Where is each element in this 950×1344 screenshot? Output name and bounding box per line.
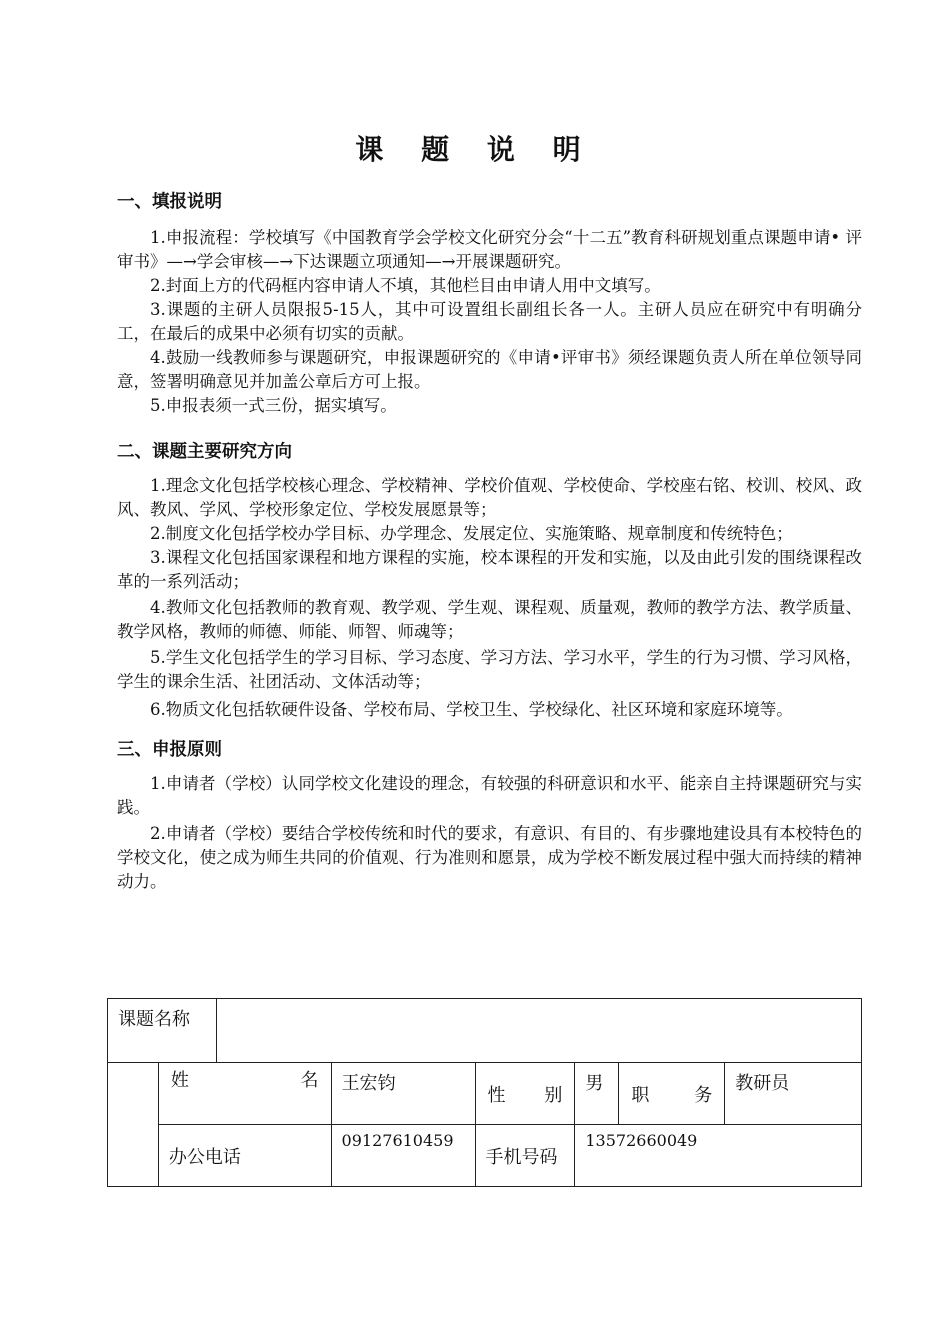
- office-phone-label-cell: [158, 1125, 331, 1187]
- section-heading-filling-instructions: 一、填报说明: [117, 192, 222, 212]
- mobile-label-cell: [475, 1125, 575, 1187]
- principle-item-1: 1.申请者（学校）认同学校文化建设的理念，有较强的科研意识和水平、能亲自主持课题研究与实践。: [117, 774, 862, 817]
- name-value-cell[interactable]: [331, 1063, 475, 1125]
- gender-value-cell[interactable]: [575, 1063, 619, 1125]
- direction-item-2: 2.制度文化包括学校办学目标、办学理念、发展定位、实施策略、规章制度和传统特色；: [150, 524, 793, 543]
- direction-item-4: 4.教师文化包括教师的教育观、教学观、学生观、课程观、质量观，教师的教学方法、教学质量、教学风格，教师的师德、师能、师智、师魂等；: [117, 598, 862, 641]
- principle-item-2: 2.申请者（学校）要结合学校传统和时代的要求，有意识、有目的、有步骤地建设具有本校特色的学校文化，使之成为师生共同的价值观、行为准则和愿景，成为学校不断发展过程中强大而持续的精神动力。: [117, 824, 862, 891]
- office-phone-label: 办公电话: [168, 1146, 241, 1168]
- office-phone-value-cell[interactable]: [331, 1125, 475, 1187]
- gender-label-a: 性: [487, 1084, 506, 1106]
- name-label-cell: [158, 1063, 331, 1125]
- job-title-label-a: 职: [631, 1084, 650, 1106]
- name-value[interactable]: 王宏钧: [341, 1073, 396, 1094]
- job-title-value[interactable]: 教研员: [735, 1073, 790, 1094]
- gender-value[interactable]: 男: [585, 1073, 604, 1094]
- instruction-item-5: 5.申报表须一式三份，据实填写。: [150, 396, 397, 415]
- office-phone-value[interactable]: 09127610459: [341, 1131, 454, 1150]
- instruction-item-1: 1.申报流程：学校填写《中国教育学会学校文化研究分会“十二五”教育科研规划重点课题申请• 评审书》—→学会审核—→下达课题立项通知—→开展课题研究。: [117, 228, 862, 271]
- applicant-info-table: [107, 998, 862, 1187]
- job-title-label-b: 务: [694, 1084, 713, 1106]
- topic-label: 课题名称: [118, 1009, 190, 1030]
- mobile-value[interactable]: 13572660049: [585, 1131, 698, 1150]
- mobile-label: 手机号码: [485, 1146, 558, 1168]
- name-label-a: 姓: [170, 1070, 189, 1091]
- topic-value[interactable]: [217, 999, 861, 1005]
- section-heading-application-principles: 三、申报原则: [117, 740, 222, 760]
- merged-side-cell: [108, 1063, 159, 1187]
- mobile-value-cell[interactable]: [575, 1125, 862, 1187]
- instruction-item-3: 3.课题的主研人员限报5-15人，其中可设置组长副组长各一人。主研人员应在研究中有明确分工，在最后的成果中必须有切实的贡献。: [117, 300, 862, 343]
- name-label-b: 名: [300, 1070, 319, 1091]
- direction-item-3: 3.课程文化包括国家课程和地方课程的实施，校本课程的开发和实施，以及由此引发的围绕课程改革的一系列活动；: [117, 548, 862, 591]
- direction-item-6: 6.物质文化包括软硬件设备、学校布局、学校卫生、学校绿化、社区环境和家庭环境等。: [150, 700, 793, 719]
- topic-label-cell: [108, 999, 217, 1063]
- direction-item-1: 1.理念文化包括学校核心理念、学校精神、学校价值观、学校使命、学校座右铭、校训、校风、政风、教风、学风、学校形象定位、学校发展愿景等；: [117, 476, 862, 519]
- gender-label-b: 别: [544, 1084, 563, 1106]
- topic-value-cell[interactable]: [216, 999, 861, 1063]
- page-title: 课 题 说 明: [355, 133, 595, 166]
- job-title-value-cell[interactable]: [725, 1063, 862, 1125]
- section-heading-research-directions: 二、课题主要研究方向: [117, 442, 292, 462]
- direction-item-5: 5.学生文化包括学生的学习目标、学习态度、学习方法、学习水平，学生的行为习惯、学习风格，学生的课余生活、社团活动、文体活动等；: [117, 648, 862, 691]
- instruction-item-4: 4.鼓励一线教师参与课题研究，申报课题研究的《申请•评审书》须经课题负责人所在单位领导同意，签署明确意见并加盖公章后方可上报。: [117, 348, 862, 391]
- instruction-item-2: 2.封面上方的代码框内容申请人不填，其他栏目由申请人用中文填写。: [150, 276, 661, 295]
- gender-label-cell: [475, 1063, 575, 1125]
- job-title-label-cell: [619, 1063, 725, 1125]
